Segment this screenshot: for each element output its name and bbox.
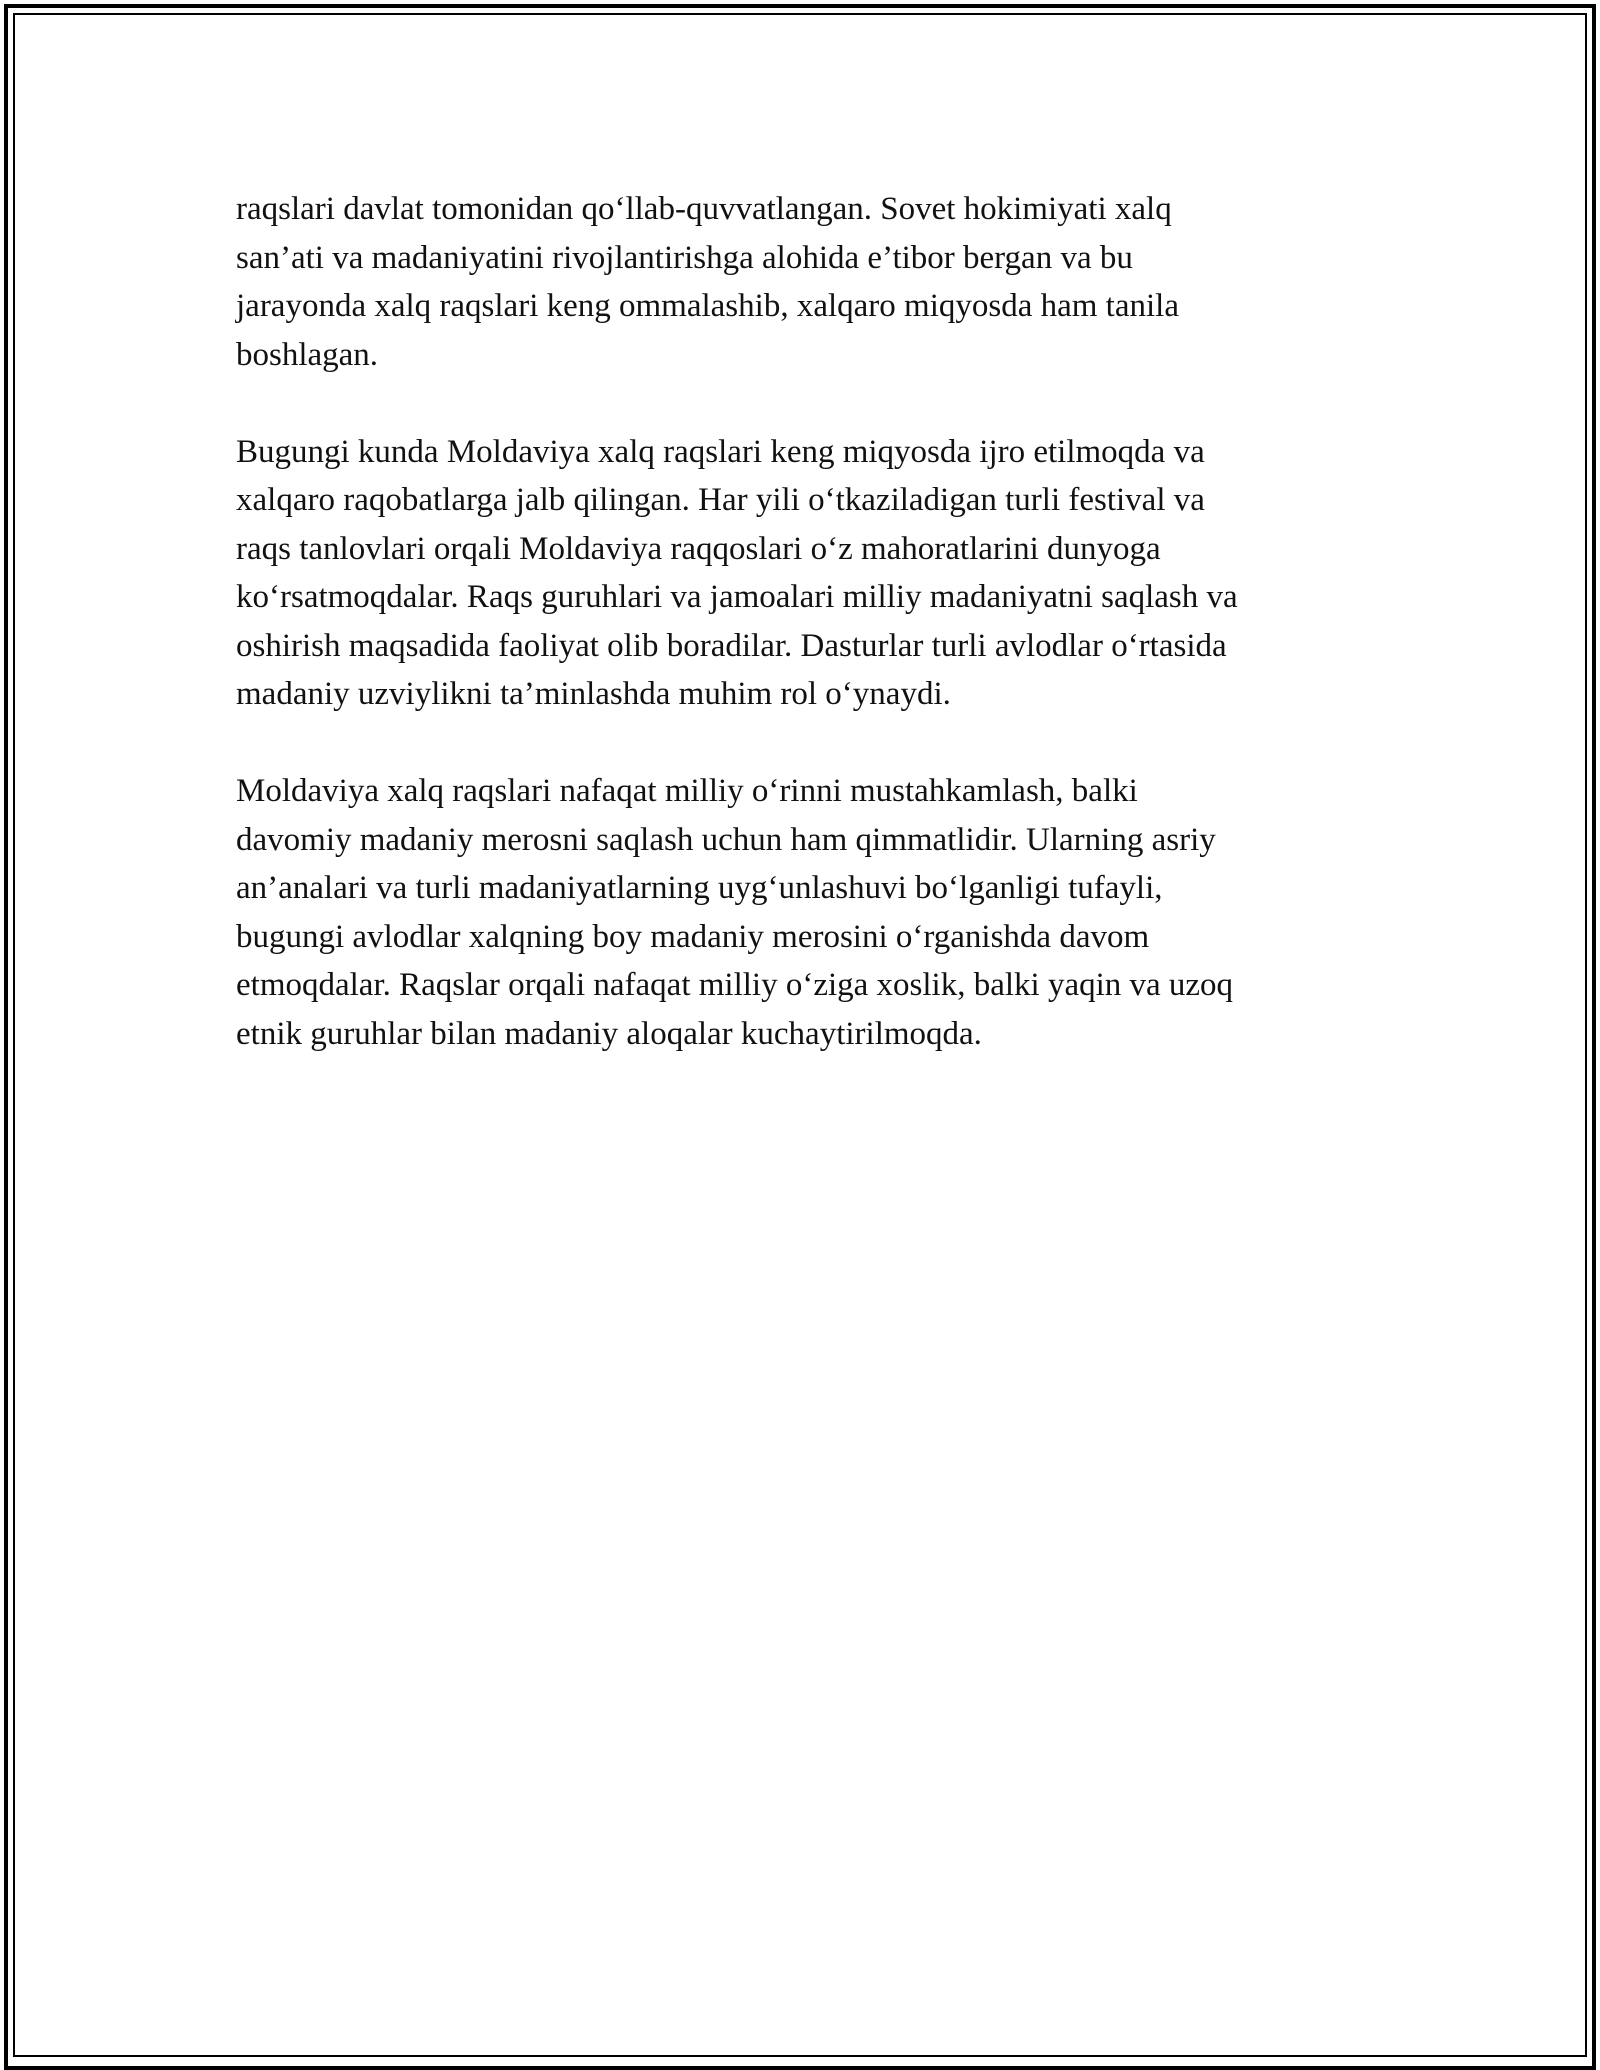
paragraph-3: Moldaviya xalq raqslari nafaqat milliy o‘rinni mustahkamlash, balki davomiy madaniy merosni saqlash uchun ham qimmatlidir. Ularning asriy an’analari va turli madaniyatlarning uyg‘unlashuvi bo‘lganligi tufayli, bugungi avlodlar xalqning boy madaniy merosini o‘rganishda davom etmoqdalar. Raqslar orqali nafaqat milliy o‘ziga xoslik, balki yaqin va uzoq etnik guruhlar bilan madaniy aloqalar kuchaytirilmoqda. [236, 773, 1234, 1052]
paragraph-2: Bugungi kunda Moldaviya xalq raqslari keng miqyosda ijro etilmoqda va xalqaro raqobatlarga jalb qilingan. Har yili o‘tkaziladigan turli festival va raqs tanlovlari orqali Moldaviya raqqoslari o‘z mahoratlarini dunyoga ko‘rsatmoqdalar. Raqs guruhlari va jamoalari milliy madaniyatni saqlash va oshirish maqsadida faoliyat olib boradilar. Dasturlar turli avlodlar o‘rtasida madaniy uzviylikni ta’minlashda muhim rol o‘ynaydi. [236, 433, 1238, 712]
paragraph-1: raqslari davlat tomonidan qo‘llab-quvvatlangan. Sovet hokimiyati xalq san’ati va madaniyatini rivojlantirishga alohida e’tibor bergan va bu jarayonda xalq raqslari keng ommalashib, xalqaro miqyosda ham tanila boshlagan. [236, 191, 1179, 373]
document-body [236, 185, 1356, 1058]
